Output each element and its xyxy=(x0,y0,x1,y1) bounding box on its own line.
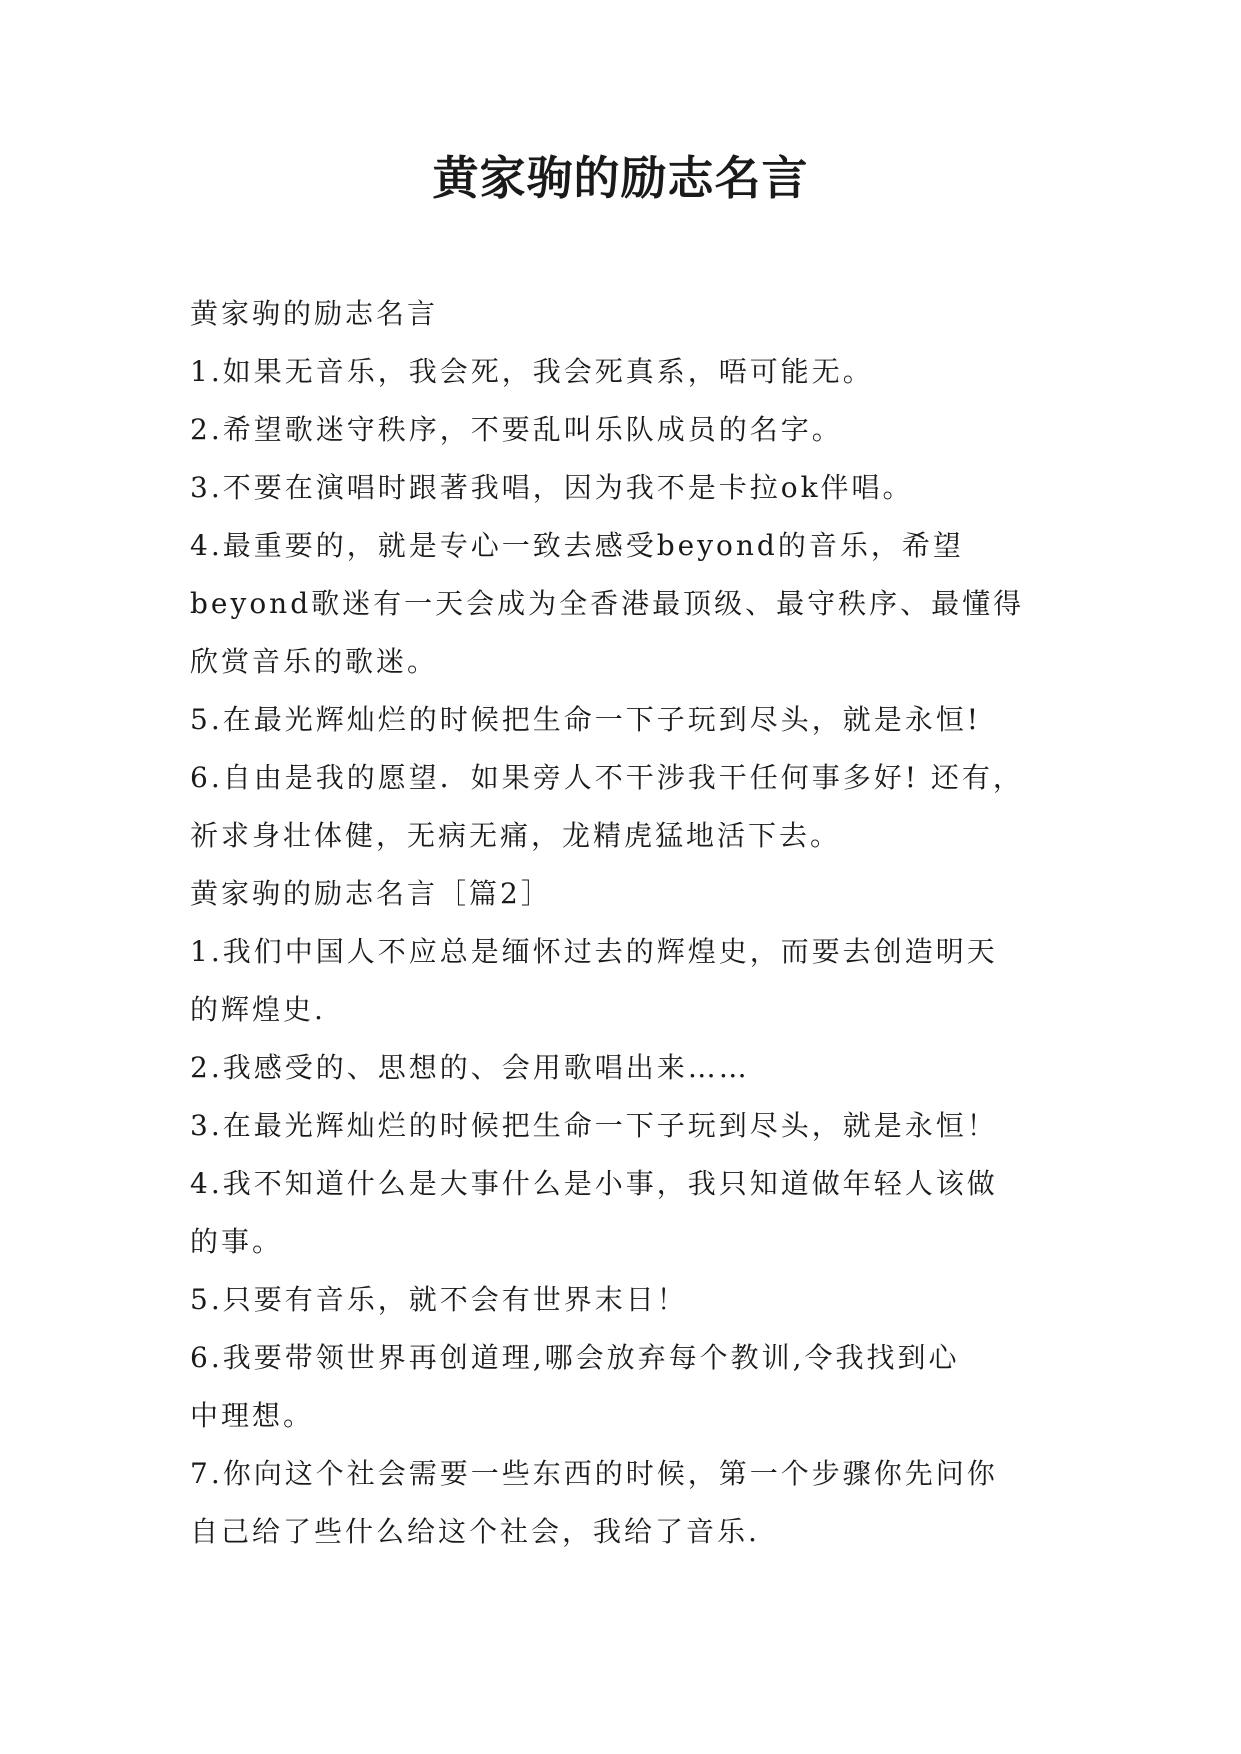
quote-paragraph: 3.在最光辉灿烂的时候把生命一下子玩到尽头，就是永恒！ xyxy=(190,1109,998,1142)
section-heading: 黄家驹的励志名言 xyxy=(190,297,439,330)
quote-paragraph: 6.我要带领世界再创道理,哪会放弃每个教训,令我找到心 中理想。 xyxy=(190,1341,960,1432)
quote-paragraph: 5.在最光辉灿烂的时候把生命一下子玩到尽头，就是永恒! xyxy=(190,703,981,736)
quote-paragraph: 7.你向这个社会需要一些东西的时候，第一个步骤你先问你 自己给了些什么给这个社会，我给了音乐. xyxy=(190,1457,998,1548)
quote-paragraph: 2.希望歌迷守秩序，不要乱叫乐队成员的名字。 xyxy=(190,413,843,446)
quote-paragraph: 4.最重要的，就是专心一致去感受beyond的音乐，希望 beyond歌迷有一天会成为全香港最顶级、最守秩序、最懂得 欣赏音乐的歌迷。 xyxy=(190,529,1025,678)
quote-paragraph: 4.我不知道什么是大事什么是小事，我只知道做年轻人该做 的事。 xyxy=(190,1167,998,1258)
document-body xyxy=(190,285,1060,1561)
quote-paragraph: 1.如果无音乐，我会死，我会死真系，唔可能无。 xyxy=(190,355,874,388)
document-title: 黄家驹的励志名言 xyxy=(432,151,809,205)
quote-paragraph: 1.我们中国人不应总是缅怀过去的辉煌史，而要去创造明天 的辉煌史. xyxy=(190,935,998,1026)
section-heading: 黄家驹的励志名言［篇2］ xyxy=(190,877,552,910)
quote-paragraph: 3.不要在演唱时跟著我唱，因为我不是卡拉ok伴唱。 xyxy=(190,471,914,504)
quote-paragraph: 2.我感受的、思想的、会用歌唱出来…… xyxy=(190,1051,750,1084)
quote-paragraph: 5.只要有音乐，就不会有世界末日！ xyxy=(190,1283,688,1316)
quote-paragraph: 6.自由是我的愿望．如果旁人不干涉我干任何事多好! 还有， 祈求身壮体健，无病无痛，龙精虎猛地活下去。 xyxy=(190,761,1024,852)
